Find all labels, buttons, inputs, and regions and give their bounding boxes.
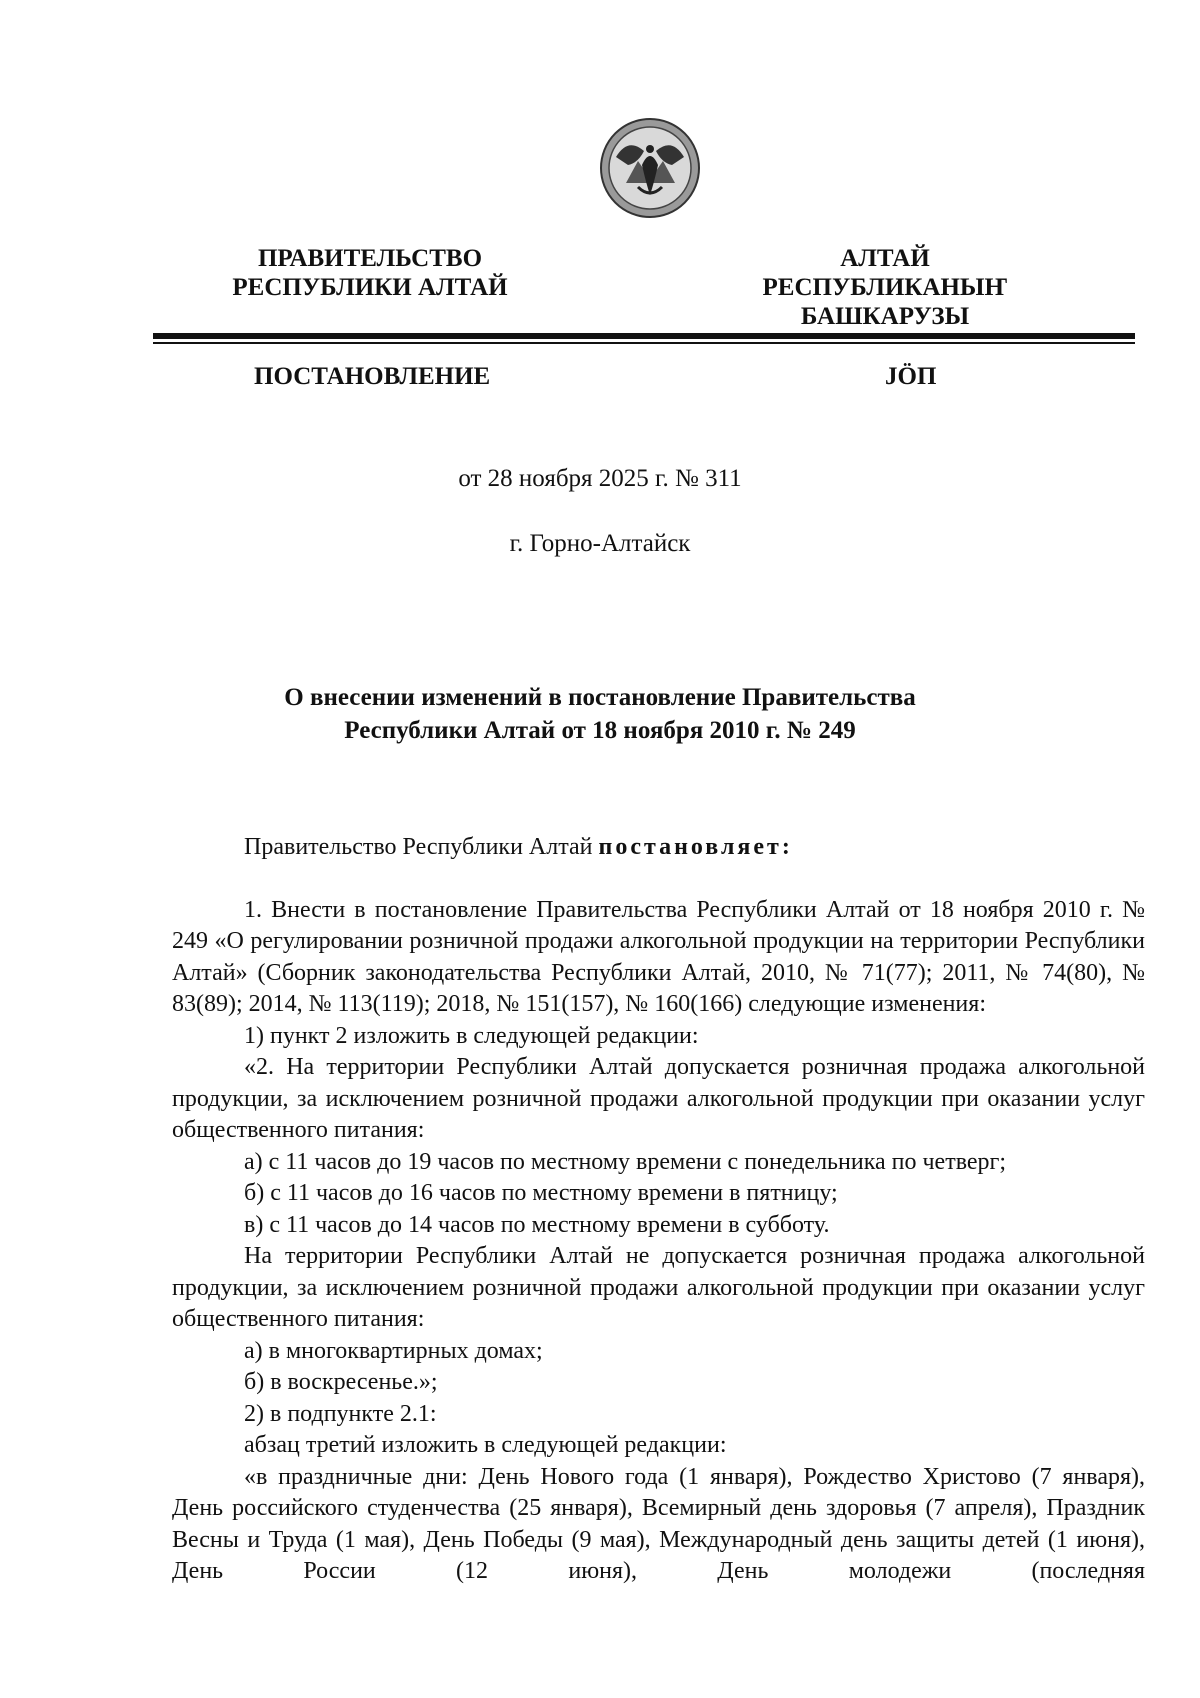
issuer-russian-line-1: ПРАВИТЕЛЬСТВО <box>257 245 483 272</box>
paragraph-8: а) в многоквартирных домах; <box>244 1337 543 1364</box>
paragraph-12: «в праздничные дни: День Нового года (1 января), Рождество Христово (7 января), День российского студенчества (25 января), Всемирный день здоровья (7 апреля), Праздник Весны и Труда (1 мая), День Победы (9 мая), Международный день защиты детей (1 июня), День России (12 июня), День молодежи (последняя <box>172 1463 1145 1584</box>
issuer-russian-line-2: РЕСПУБЛИКИ АЛТАЙ <box>232 274 508 301</box>
paragraph-10: 2) в подпункте 2.1: <box>244 1400 437 1427</box>
document-title <box>0 681 1200 747</box>
document-date-number: от 28 ноября 2025 г. № 311 <box>458 465 742 492</box>
document-type-altai: ЈӦП <box>885 363 937 390</box>
header-divider-thick <box>153 333 1135 339</box>
paragraph-5: б) с 11 часов до 16 часов по местному времени в пятницу; <box>244 1180 838 1206</box>
document-title-line-2: Республики Алтай от 18 ноября 2010 г. № 249 <box>344 717 856 744</box>
paragraph-1: 1. Внести в постановление Правительства Республики Алтай от 18 ноября 2010 г. № 249 «О регулировании розничной продажи алкогольной продукции на территории Республики Алтай» (Сборник законодательства Республики Алтай, 2010, № 71(77); 2011, № 74(80), № 83(89); 2014, № 113(119); 2018, № 151(157), № 160(166) следующие изменения: <box>172 896 1145 1017</box>
issuer-altai-line-1: АЛТАЙ РЕСПУБЛИКАНЫҤ <box>762 245 1008 301</box>
preamble-emphasis: постановляет: <box>598 834 793 860</box>
document-city: г. Горно-Алтайск <box>509 530 691 557</box>
paragraph-7: На территории Республики Алтай не допускается розничная продажа алкогольной продукции, за исключением розничной продажи алкогольной продукции при оказании услуг общественного питания: <box>172 1243 1145 1332</box>
paragraph-9: б) в воскресенье.»; <box>244 1369 438 1395</box>
header-divider-thin <box>153 342 1135 344</box>
paragraph-4: а) с 11 часов до 19 часов по местному времени с понедельника по четверг; <box>244 1148 1007 1175</box>
paragraph-11: абзац третий изложить в следующей редакции: <box>244 1432 727 1458</box>
preamble <box>244 832 1145 864</box>
document-type-russian: ПОСТАНОВЛЕНИЕ <box>254 363 491 390</box>
issuer-russian <box>210 244 530 302</box>
coat-of-arms-emblem <box>598 117 702 219</box>
preamble-text: Правительство Республики Алтай <box>244 834 599 860</box>
paragraph-6: в) с 11 часов до 14 часов по местному времени в субботу. <box>244 1211 830 1238</box>
document-body <box>172 832 1145 1588</box>
issuer-altai <box>720 244 1050 331</box>
document-title-line-1: О внесении изменений в постановление Правительства <box>284 684 916 711</box>
paragraph-3: «2. На территории Республики Алтай допускается розничная продажа алкогольной продукции, за исключением розничной продажи алкогольной продукции при оказании услуг общественного питания: <box>172 1054 1145 1143</box>
paragraph-2: 1) пункт 2 изложить в следующей редакции: <box>244 1022 699 1049</box>
issuer-altai-line-2: БАШКАРУЗЫ <box>800 303 970 330</box>
